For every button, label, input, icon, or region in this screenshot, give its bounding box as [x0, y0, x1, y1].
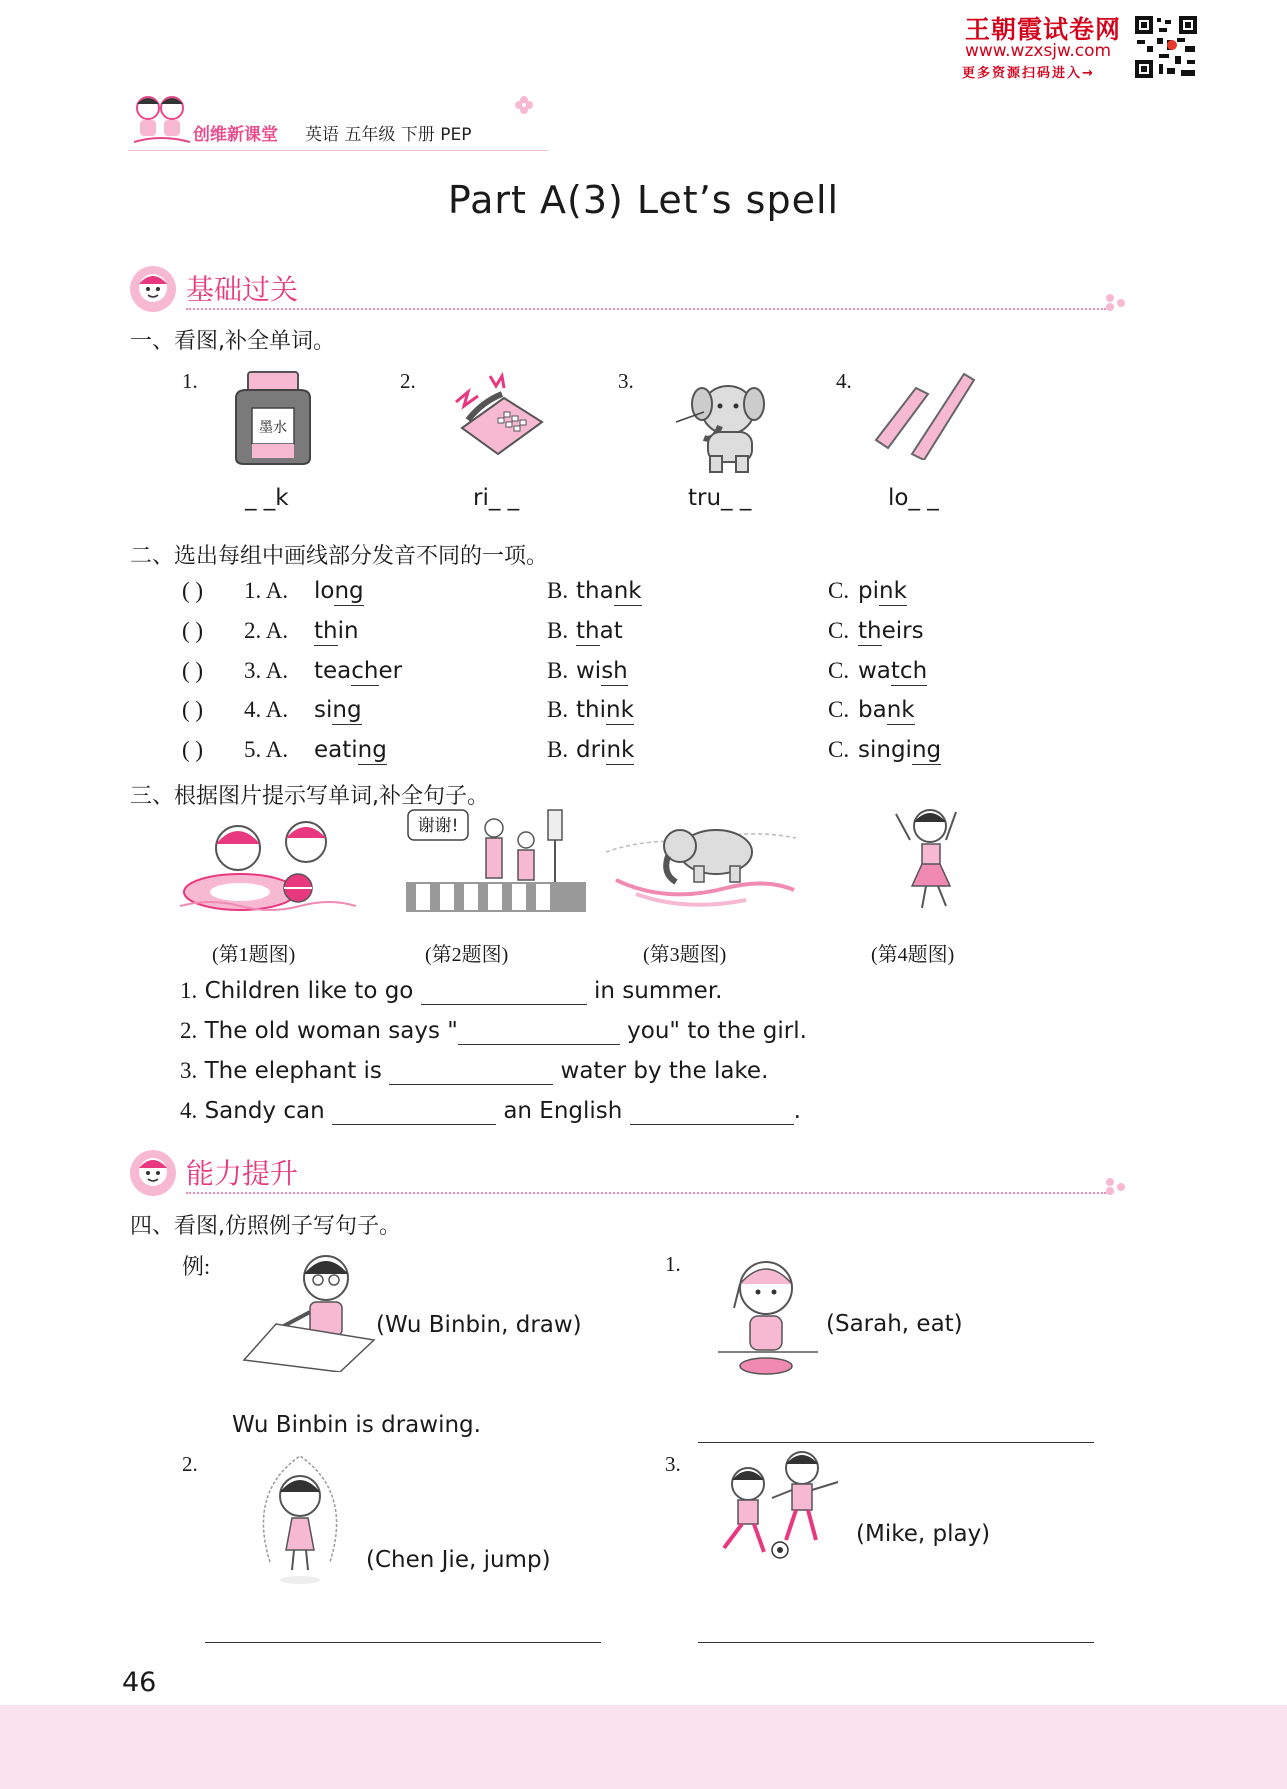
- girl-eating-picture: [718, 1248, 818, 1384]
- crossing-street-picture: [406, 806, 586, 918]
- option-word: wish: [576, 658, 628, 684]
- sentence-text: Sandy can: [204, 1098, 325, 1124]
- brand-scan-text: 更多资源扫码进入→: [962, 66, 1095, 81]
- elephant-drinking-picture: [606, 808, 796, 912]
- ringing-phone-icon: [452, 372, 546, 460]
- option-c[interactable]: [858, 578, 907, 604]
- dots-icon: [1104, 1176, 1128, 1196]
- series-name: 创维新课堂: [193, 125, 278, 145]
- q1-answer[interactable]: tru_ _: [688, 485, 752, 511]
- answer-line[interactable]: [698, 1442, 1094, 1443]
- long-strips-icon: [872, 370, 978, 460]
- underlined-letters: th: [314, 618, 338, 644]
- option-word: teacher: [314, 658, 403, 684]
- option-b-label: B.: [547, 658, 569, 683]
- dots-icon: [1104, 292, 1128, 312]
- section-basic-title: 基础过关: [186, 273, 299, 306]
- option-b[interactable]: [576, 737, 634, 763]
- option-a[interactable]: [314, 658, 402, 684]
- option-c-label: C.: [828, 658, 850, 683]
- underlined-letters: nk: [886, 697, 915, 723]
- q4-item-number: 3.: [665, 1452, 681, 1476]
- q4-item-number: 2.: [182, 1452, 198, 1476]
- example-label: 例:: [182, 1254, 211, 1279]
- q4-heading: 四、看图,仿照例子写句子。: [130, 1214, 401, 1239]
- girl-jumping-rope-picture: [248, 1452, 352, 1588]
- option-word: long: [314, 578, 364, 604]
- underlined-letters: sh: [601, 658, 628, 684]
- option-b[interactable]: [576, 618, 623, 644]
- q1-heading: 一、看图,补全单词。: [130, 329, 335, 354]
- grade-info: 英语 五年级 下册 PEP: [305, 125, 472, 145]
- option-word: eating: [314, 737, 387, 763]
- underlined-letters: th: [576, 618, 600, 644]
- underlined-letters: tch: [890, 658, 928, 684]
- option-b-label: B.: [547, 697, 569, 722]
- brand-name: 王朝霞试卷网: [965, 15, 1122, 44]
- header-divider: [128, 150, 548, 151]
- option-word: theirs: [858, 618, 924, 644]
- q1-item-number: 4.: [836, 369, 852, 393]
- boy-drawing-picture: [240, 1248, 376, 1372]
- q1-item-number: 1.: [182, 369, 198, 393]
- option-b[interactable]: [576, 697, 634, 723]
- elephant-icon: [674, 372, 770, 476]
- answer-line[interactable]: [205, 1642, 601, 1643]
- sentence-text: The old woman says ": [204, 1018, 458, 1044]
- q1-item-number: 3.: [618, 369, 634, 393]
- answer-paren[interactable]: ( ): [182, 737, 204, 762]
- q1-answer[interactable]: _ _k: [245, 485, 289, 511]
- underlined-letters: nk: [879, 578, 907, 604]
- option-a[interactable]: [314, 618, 359, 644]
- underlined-letters: th: [858, 618, 882, 644]
- underlined-letters: ch: [351, 658, 379, 684]
- underlined-letters: nk: [613, 578, 642, 604]
- option-c[interactable]: [858, 658, 927, 684]
- option-b[interactable]: [576, 658, 628, 684]
- option-word: thank: [576, 578, 642, 604]
- option-c-label: C.: [828, 578, 850, 603]
- option-c-label: C.: [828, 737, 850, 762]
- teacher-badge-icon: [128, 1148, 178, 1198]
- q4-hint: (Mike, play): [856, 1521, 991, 1547]
- q3-sentence-3: [180, 1058, 768, 1085]
- underlined-letters: ng: [334, 578, 364, 604]
- sentence-text: .: [793, 1098, 801, 1124]
- option-word: pink: [858, 578, 907, 604]
- picture-caption: (第2题图): [425, 944, 509, 966]
- picture-caption: (第4题图): [871, 944, 955, 966]
- q3-sentence-1: [180, 978, 722, 1005]
- sentence-text: an English: [503, 1098, 623, 1124]
- answer-line[interactable]: [698, 1642, 1094, 1643]
- answer-paren[interactable]: ( ): [182, 578, 204, 603]
- q3-sentence-2: [180, 1018, 807, 1045]
- speech-bubble: 谢谢!: [417, 816, 459, 836]
- q2-row-number: 4. A.: [244, 697, 289, 722]
- option-word: watch: [858, 658, 928, 684]
- brand-url[interactable]: www.wzxsjw.com: [965, 41, 1112, 61]
- q3-heading: 三、根据图片提示写单词,补全句子。: [130, 784, 489, 809]
- answer-paren[interactable]: ( ): [182, 658, 204, 683]
- singing-girl-picture: [886, 800, 976, 916]
- sentence-text: in summer.: [594, 978, 723, 1004]
- q2-row-number: 1. A.: [244, 578, 289, 603]
- answer-paren[interactable]: ( ): [182, 618, 204, 643]
- underlined-letters: nk: [606, 697, 634, 723]
- sentence-number: 1.: [180, 978, 198, 1003]
- option-c[interactable]: [858, 737, 941, 763]
- option-word: drink: [576, 737, 635, 763]
- page-number: 46: [122, 1667, 157, 1698]
- underlined-letters: ng: [357, 737, 387, 763]
- section-divider: [186, 1192, 1106, 1194]
- fill-blank[interactable]: [458, 1018, 620, 1045]
- page-title: Part A(3) Let’s spell: [447, 178, 840, 222]
- example-answer: Wu Binbin is drawing.: [232, 1412, 481, 1438]
- kids-logo-icon: [126, 90, 196, 150]
- option-c[interactable]: [858, 697, 915, 723]
- option-word: bank: [858, 697, 915, 723]
- option-b[interactable]: [576, 578, 642, 604]
- underlined-letters: ng: [332, 697, 362, 723]
- fill-blank[interactable]: [332, 1098, 496, 1125]
- flower-icon: [513, 94, 535, 116]
- teacher-badge-icon: [128, 264, 178, 314]
- footer-band: [0, 1705, 1287, 1789]
- option-a[interactable]: [314, 697, 362, 723]
- sentence-number: 3.: [180, 1058, 198, 1083]
- qr-code-icon[interactable]: [1133, 14, 1199, 80]
- fill-blank[interactable]: [630, 1098, 794, 1125]
- section-advanced-title: 能力提升: [186, 1157, 299, 1190]
- option-b-label: B.: [547, 578, 569, 603]
- option-a[interactable]: [314, 578, 364, 604]
- option-c-label: C.: [828, 618, 850, 643]
- option-b-label: B.: [547, 737, 569, 762]
- sentence-text: water by the lake.: [560, 1058, 769, 1084]
- sentence-text: The elephant is: [204, 1058, 382, 1084]
- underlined-letters: nk: [606, 737, 635, 763]
- fill-blank[interactable]: [389, 1058, 553, 1085]
- option-word: that: [576, 618, 623, 644]
- section-divider: [186, 308, 1106, 310]
- example-hint: (Wu Binbin, draw): [376, 1312, 582, 1338]
- option-word: think: [576, 697, 634, 723]
- option-word: thin: [314, 618, 359, 644]
- q2-row-number: 2. A.: [244, 618, 289, 643]
- option-word: sing: [314, 697, 362, 723]
- option-b-label: B.: [547, 618, 569, 643]
- q2-heading: 二、选出每组中画线部分发音不同的一项。: [130, 544, 549, 569]
- option-c[interactable]: [858, 618, 924, 644]
- fill-blank[interactable]: [421, 978, 587, 1005]
- swimming-kids-picture: [180, 808, 356, 914]
- option-word: singing: [858, 737, 942, 763]
- ink-bottle-icon: [230, 368, 316, 468]
- answer-paren[interactable]: ( ): [182, 697, 204, 722]
- option-c-label: C.: [828, 697, 850, 722]
- q2-row-number: 5. A.: [244, 737, 289, 762]
- sentence-text: you" to the girl.: [627, 1018, 807, 1044]
- ink-label: 墨水: [259, 420, 287, 436]
- q3-sentence-4: [180, 1098, 801, 1125]
- sentence-number: 4.: [180, 1098, 198, 1123]
- q4-hint: (Chen Jie, jump): [366, 1547, 551, 1573]
- option-a[interactable]: [314, 737, 387, 763]
- picture-caption: (第3题图): [643, 944, 727, 966]
- q1-answer[interactable]: ri_ _: [473, 485, 520, 511]
- sentence-number: 2.: [180, 1018, 198, 1043]
- boys-playing-football-picture: [702, 1448, 846, 1562]
- underlined-letters: ng: [911, 737, 942, 763]
- q4-hint: (Sarah, eat): [826, 1311, 963, 1337]
- q4-item-number: 1.: [665, 1252, 681, 1276]
- q1-answer[interactable]: lo_ _: [888, 485, 939, 511]
- picture-caption: (第1题图): [212, 944, 296, 966]
- sentence-text: Children like to go: [204, 978, 414, 1004]
- q2-row-number: 3. A.: [244, 658, 289, 683]
- q1-item-number: 2.: [400, 369, 416, 393]
